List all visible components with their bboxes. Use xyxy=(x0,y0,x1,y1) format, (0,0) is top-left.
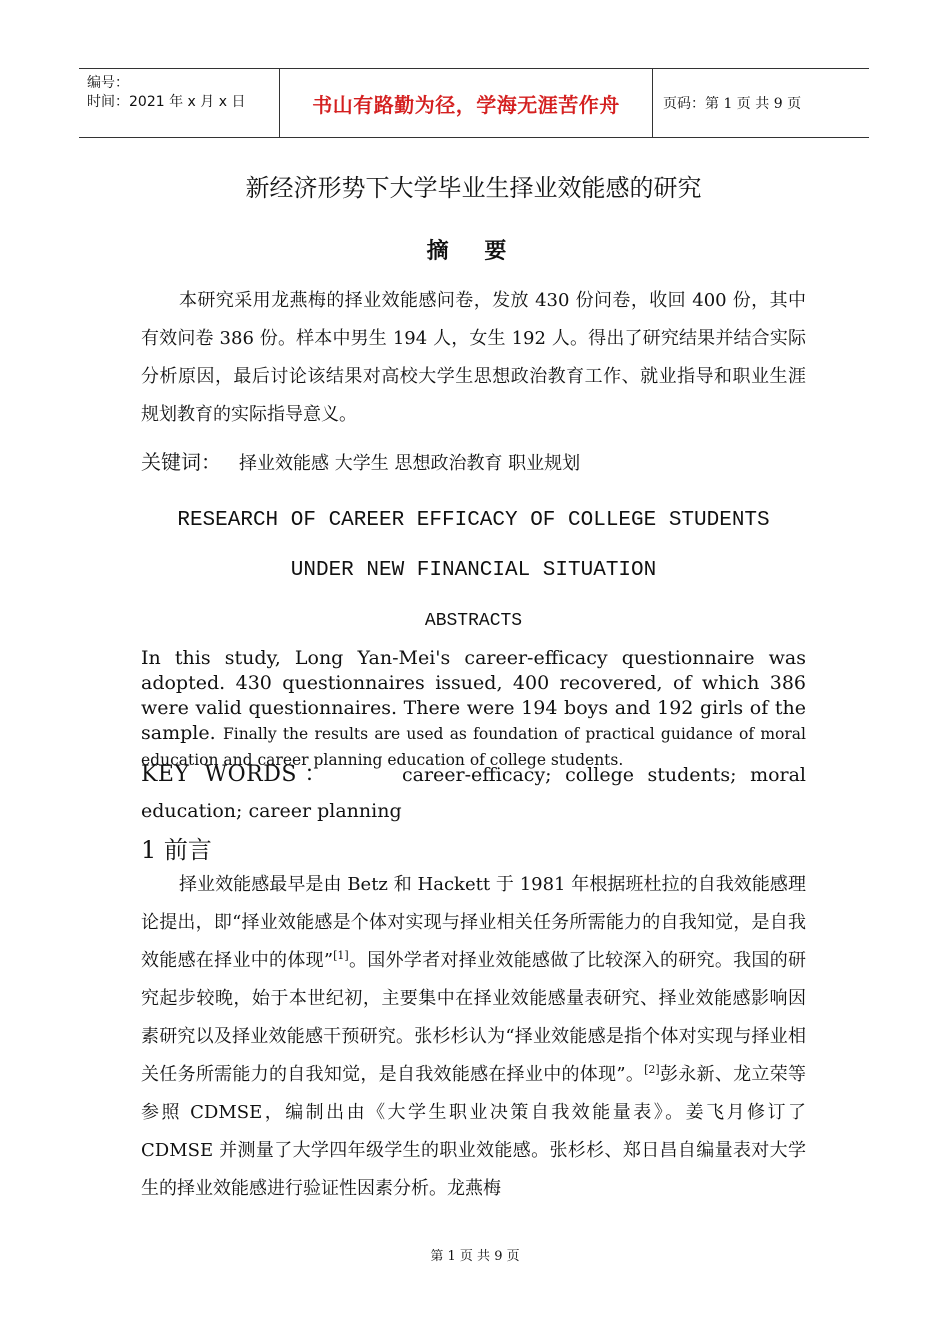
english-title-line2: UNDER NEW FINANCIAL SITUATION xyxy=(290,559,657,582)
header-meta-cell xyxy=(79,69,280,137)
abstract-en-part2: Finally the results are used as foundation of practical guidance of moral education and career planning education of college students. xyxy=(141,725,806,769)
keywords-en xyxy=(141,757,806,829)
section1-text-a: 择业效能感最早是由 Betz 和 Hackett 于 1981 年根据班杜拉的自我效能感理论提出，即“择业效能感是个体对实现与择业相关任务所需能力的自我知觉，是自我效能感在择业中的体现” xyxy=(141,874,806,971)
english-title-line1: RESEARCH OF CAREER EFFICACY OF COLLEGE STUDENTS xyxy=(177,509,770,532)
abstract-en-heading: ABSTRACTS xyxy=(424,611,523,631)
time-label: 时间：2021 年 x 月 x 日 xyxy=(87,94,246,110)
reference-2: [2] xyxy=(644,1063,660,1076)
keywords-cn xyxy=(141,446,806,475)
page-footer: 第 1 页 共 9 页 xyxy=(430,1249,520,1264)
abstract-en-paragraph xyxy=(141,646,806,773)
reference-1: [1] xyxy=(333,949,349,962)
abstract-heading: 摘 要 xyxy=(426,239,521,264)
page-header-table xyxy=(79,68,869,138)
section1-paragraph xyxy=(141,866,806,1208)
number-label: 编号： xyxy=(87,75,129,91)
keywords-en-values: career-efficacy; college students; moral education; career planning xyxy=(141,764,807,822)
page-info: 页码：第 1 页 共 9 页 xyxy=(663,96,802,112)
keywords-en-label: KEY WORDS： xyxy=(141,762,335,787)
header-motto-cell xyxy=(280,69,653,137)
keywords-cn-label: 关键词： xyxy=(141,450,221,474)
section1-text-c: 彭永新、龙立荣等参照 CDMSE，编制出由《大学生职业决策自我效能量表》。姜飞月修订了 CDMSE 并测量了大学四年级学生的职业效能感。张杉杉、郑日昌自编量表对大学生的择业效能感进行验证性因素分析。龙燕梅 xyxy=(141,1064,807,1199)
motto-text: 书山有路勤为径，学海无涯苦作舟 xyxy=(312,92,620,117)
keywords-cn-values: 择业效能感 大学生 思想政治教育 职业规划 xyxy=(239,453,581,474)
document-title: 新经济形势下大学毕业生择业效能感的研究 xyxy=(245,174,702,202)
header-page-cell xyxy=(653,69,869,137)
abstract-en-part1: In this study, Long Yan-Mei's career-efficacy questionnaire was adopted. 430 questionnaires issued, 400 recovered, of which 386 were valid questionnaires. There were 194 boys and 192 girls of the sample. xyxy=(141,647,806,744)
abstract-cn-paragraph: 本研究采用龙燕梅的择业效能感问卷，发放 430 份问卷，收回 400 份，其中有效问卷 386 份。样本中男生 194 人，女生 192 人。得出了研究结果并结合实际分析原因，最后讨论该结果对高校大学生思想政治教育工作、就业指导和职业生涯规划教育的实际指导意义。 xyxy=(141,290,806,425)
section1-text-b: 。国外学者对择业效能感做了比较深入的研究。我国的研究起步较晚，始于本世纪初，主要集中在择业效能感量表研究、择业效能感影响因素研究以及择业效能感干预研究。张杉杉认为“择业效能感是指个体对实现与择业相关任务所需能力的自我知觉，是自我效能感在择业中的体现”。 xyxy=(141,950,807,1085)
section-heading: 1 前言 xyxy=(141,836,212,864)
